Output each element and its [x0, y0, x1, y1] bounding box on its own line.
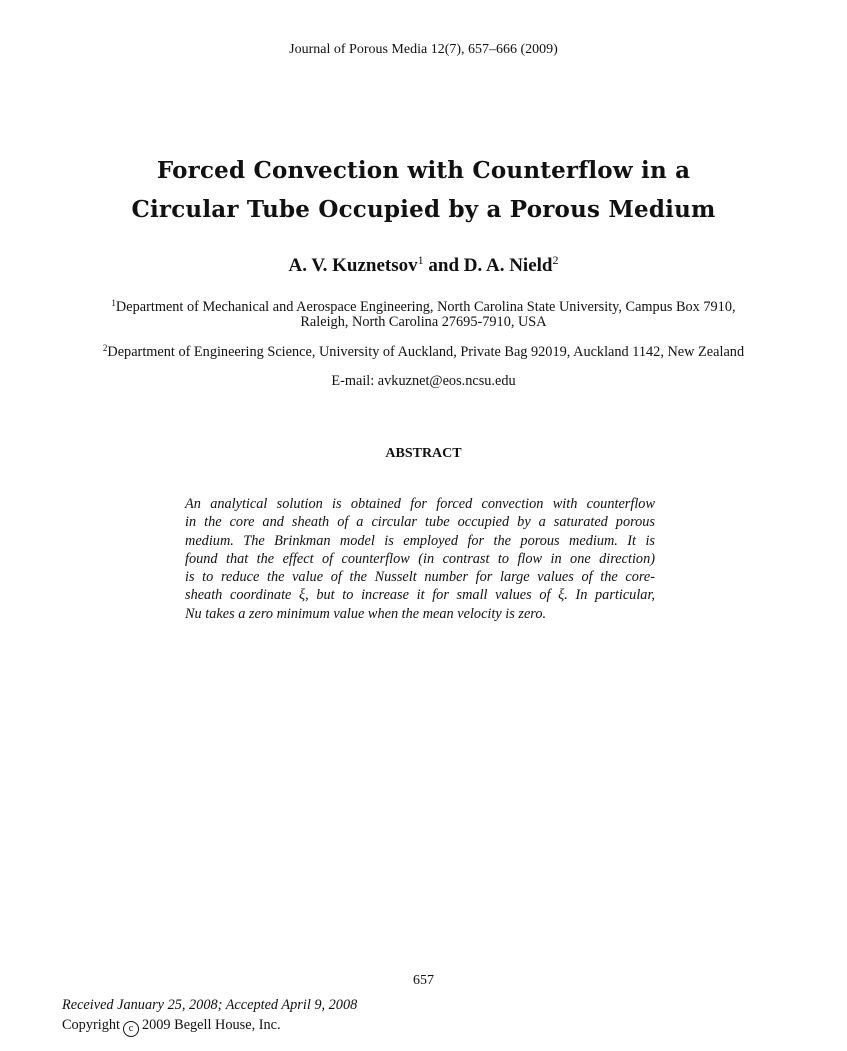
- copyright-text: 2009 Begell House, Inc.: [141, 1017, 281, 1033]
- author-separator: and: [423, 255, 464, 276]
- author-name: A. V. Kuznetsov: [288, 255, 418, 276]
- abstract-line: An analytical solution is obtained for forced convection with counterflow: [185, 496, 655, 512]
- affiliation-2: [0, 339, 847, 362]
- contact-email: E-mail: avkuznet@eos.ncsu.edu: [331, 373, 516, 389]
- abstract-line: sheath coordinate ξ, but to increase it for small values of ξ. In particular,: [185, 587, 655, 604]
- affiliation-1-continued: Raleigh, North Carolina 27695-7910, USA: [300, 314, 547, 330]
- abstract-line: is to reduce the value of the Nusselt number for large values of the core-: [185, 569, 655, 586]
- journal-citation: Journal of Porous Media 12(7), 657–666 (2009): [289, 42, 558, 57]
- author-list: [0, 253, 847, 277]
- abstract-line: medium. The Brinkman model is employed for the porous medium. It is: [185, 532, 655, 549]
- author-name: D. A. Nield: [463, 255, 553, 276]
- page-number: 657: [413, 973, 434, 988]
- abstract-heading: ABSTRACT: [385, 446, 462, 461]
- affiliation-marker: 2: [102, 343, 108, 353]
- abstract-line: Nu takes a zero minimum value when the mean velocity is zero.: [185, 605, 547, 622]
- paper-title-line-1: Forced Convection with Counterflow in a: [156, 157, 691, 184]
- paper-title-line-2: Circular Tube Occupied by a Porous Medium: [131, 196, 716, 223]
- copyright-symbol-icon: c: [123, 1021, 139, 1037]
- abstract-body: [185, 495, 655, 623]
- affiliation-marker: 1: [417, 253, 424, 267]
- affiliation-text: Department of Mechanical and Aerospace Engineering, North Carolina State University, Campus Box 7910,: [115, 299, 736, 315]
- affiliation-text: Department of Engineering Science, University of Auckland, Private Bag 92019, Auckland 1142, New Zealand: [107, 344, 745, 360]
- abstract-line: in the core and sheath of a circular tube occupied by a saturated porous: [185, 514, 655, 531]
- affiliation-marker: 1: [111, 298, 116, 308]
- abstract-line: found that the effect of counterflow (in contrast to flow in one direction): [185, 550, 655, 567]
- copyright-prefix: Copyright: [62, 1017, 120, 1033]
- copyright-notice: [62, 1017, 281, 1037]
- affiliation-marker: 2: [552, 253, 559, 267]
- received-accepted-dates: Received January 25, 2008; Accepted April 9, 2008: [62, 997, 358, 1013]
